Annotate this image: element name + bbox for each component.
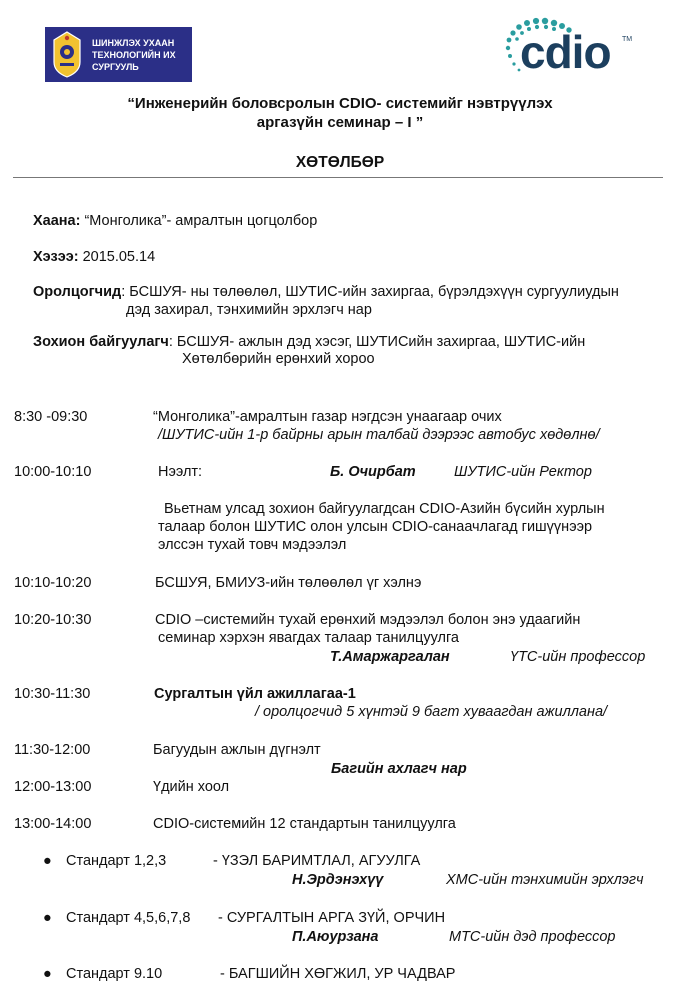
cdio-logo-text: cdio — [520, 26, 611, 78]
schedule-item-text-cont: семинар хэрхэн явагдах талаар танилцуулга — [158, 630, 459, 646]
schedule-item-text: CDIO –системийн тухай ерөнхий мэдээлэл болон энэ удаагийн — [155, 612, 581, 628]
seminar-title-line-2: аргазүйн семинар – I ” — [256, 114, 424, 131]
schedule-item-note: /ШУТИС-ийн 1-р байрны арын талбай дээрээс автобус хөдөлнө/ — [158, 427, 600, 443]
standard-label: Стандарт 9.10 — [66, 966, 163, 982]
university-emblem-icon — [51, 30, 83, 79]
schedule-item-text: Сургалтын үйл ажиллагаа-1 — [154, 686, 356, 702]
standard-topic: - СУРГАЛТЫН АРГА ЗҮЙ, ОРЧИН — [218, 910, 446, 926]
standard-topic: - БАГШИЙН ХӨГЖИЛ, УР ЧАДВАР — [220, 966, 456, 982]
bullet-icon: ● — [43, 910, 52, 926]
schedule-time: 13:00-14:00 — [14, 816, 92, 832]
schedule-item-desc: Вьетнам улсад зохион байгуулагдсан CDIO-Азийн бүсийн хурлын — [164, 501, 605, 517]
standard-topic: - ҮЗЭЛ БАРИМТЛАЛ, АГУУЛГА — [213, 853, 421, 869]
organizer-row — [33, 334, 585, 350]
schedule-item-note: / оролцогчид 5 хүнтэй 9 багт хуваагдан ажиллана/ — [255, 704, 608, 720]
organizer-text: : БСШУЯ- ажлын дэд хэсэг, ШУТИСийн захиргаа, ШУТИС-ийн — [168, 334, 586, 350]
trademark-mark: TM — [622, 36, 633, 43]
participants-row — [33, 284, 619, 300]
schedule-item-text: Нээлт: — [158, 464, 203, 480]
schedule-item-text: Багуудын ажлын дүгнэлт — [153, 742, 321, 758]
schedule-time: 8:30 -09:30 — [14, 409, 88, 425]
program-heading: ХӨТӨЛБӨР — [295, 154, 385, 171]
standard-label: Стандарт 1,2,3 — [66, 853, 167, 869]
schedule-time: 10:30-11:30 — [14, 686, 91, 702]
schedule-time: 10:10-10:20 — [14, 575, 92, 591]
schedule-time: 11:30-12:00 — [14, 742, 91, 758]
speaker-name: Н.Эрдэнэхүү — [292, 872, 384, 888]
location-value: “Монголика”- амралтын цогцолбор — [80, 213, 318, 229]
speaker-name: Б. Очирбат — [330, 464, 416, 480]
speaker-name: Багийн ахлагч нар — [331, 761, 467, 777]
speaker-role: ШУТИС-ийн Ректор — [454, 464, 592, 480]
date-row — [33, 249, 155, 265]
organizer-text-cont: Хөтөлбөрийн ерөнхий хороо — [182, 351, 375, 367]
participants-text-cont: дэд захирал, тэнхимийн эрхлэгч нар — [126, 302, 372, 318]
cdio-logo — [490, 14, 640, 84]
bullet-icon: ● — [43, 853, 52, 869]
schedule-item-text: “Монголика”-амралтын газар нэгдсэн унаагаар очих — [153, 409, 502, 425]
schedule-time: 12:00-13:00 — [14, 779, 92, 795]
date-label: Хэзээ: — [33, 249, 79, 265]
standard-label: Стандарт 4,5,6,7,8 — [66, 910, 191, 926]
university-logo-line: СУРГУУЛЬ — [92, 62, 139, 72]
university-logo-line: ШИНЖЛЭХ УХААН — [92, 38, 175, 48]
university-logo — [45, 27, 192, 82]
schedule-item-text: Үдийн хоол — [153, 779, 230, 795]
schedule-item-desc: элссэн тухай товч мэдээлэл — [158, 537, 347, 553]
participants-label: Оролцогчид — [33, 284, 122, 300]
location-label: Хаана: — [33, 213, 81, 229]
heading-divider — [13, 177, 663, 178]
university-logo-line: ТЕХНОЛОГИЙН ИХ — [92, 50, 176, 60]
speaker-role: МТС-ийн дэд профессор — [449, 929, 616, 945]
speaker-role: ХМС-ийн тэнхимийн эрхлэгч — [446, 872, 644, 888]
seminar-title-line-1: “Инженерийн боловсролын CDIO- системийг нэвтрүүлэх — [127, 95, 553, 112]
schedule-item-desc: талаар болон ШУТИС олон улсын CDIO-санаачлагад гишүүнээр — [158, 519, 593, 535]
bullet-icon: ● — [43, 966, 52, 982]
location-row — [33, 213, 317, 229]
schedule-item-text: БСШУЯ, БМИУЗ-ийн төлөөлөл үг хэлнэ — [155, 575, 422, 591]
participants-text: : БСШУЯ- ны төлөөлөл, ШУТИС-ийн захиргаа, бүрэлдэхүүн сургуулиудын — [121, 284, 619, 300]
speaker-role: ҮТС-ийн профессор — [510, 649, 646, 665]
speaker-name: Т.Амаржаргалан — [330, 649, 450, 665]
schedule-item-text: CDIO-системийн 12 стандартын танилцуулга — [153, 816, 456, 832]
organizer-label: Зохион байгуулагч — [33, 334, 169, 350]
schedule-time: 10:00-10:10 — [14, 464, 92, 480]
schedule-time: 10:20-10:30 — [14, 612, 92, 628]
speaker-name: П.Аюурзана — [292, 929, 379, 945]
date-value: 2015.05.14 — [78, 249, 156, 265]
